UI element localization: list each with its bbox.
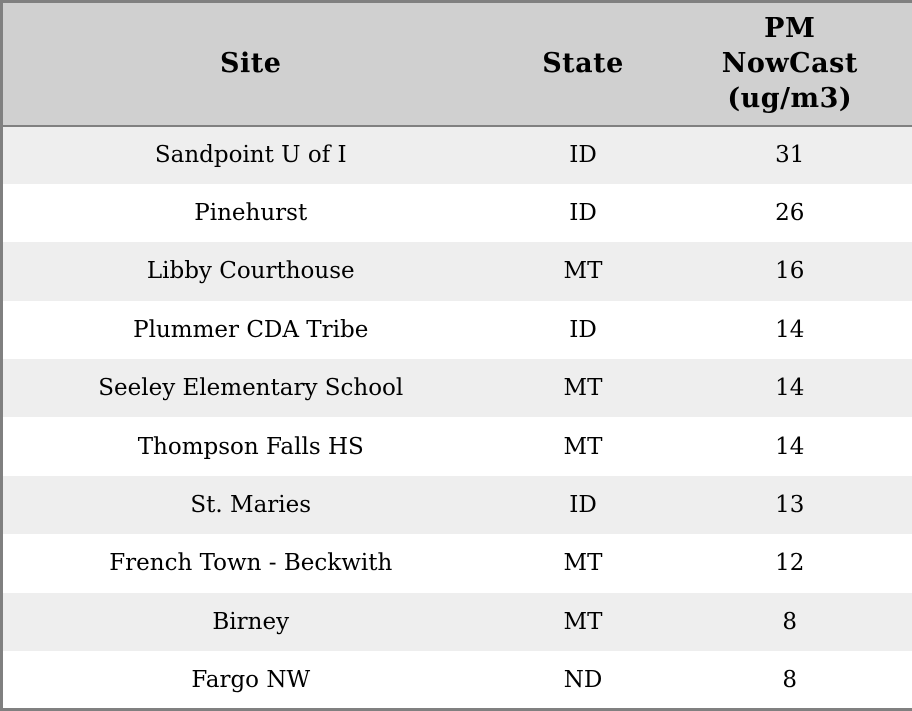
cell-pm: 8	[782, 666, 798, 693]
cell-state: ID	[569, 492, 597, 519]
cell-site: Pinehurst	[194, 200, 308, 227]
cell-pm: 13	[775, 492, 805, 519]
column-header-pm-nowcast	[668, 2, 912, 126]
cell-state: MT	[563, 258, 603, 285]
table-row	[2, 534, 912, 592]
header-row	[2, 2, 912, 126]
table-body	[2, 126, 912, 710]
column-header-state: State	[499, 2, 668, 126]
cell-pm: 14	[775, 375, 805, 402]
cell-site: Libby Courthouse	[146, 258, 355, 285]
table-row	[2, 476, 912, 534]
cell-site: Seeley Elementary School	[98, 375, 404, 402]
table-row	[2, 359, 912, 417]
cell-state: ID	[569, 142, 597, 169]
table-row	[2, 301, 912, 359]
cell-state: MT	[563, 375, 603, 402]
cell-site: Thompson Falls HS	[137, 433, 364, 460]
cell-pm: 31	[775, 142, 805, 169]
cell-site: French Town - Beckwith	[109, 550, 393, 577]
column-header-site: Site	[2, 2, 499, 126]
table-row	[2, 417, 912, 475]
table-row	[2, 593, 912, 651]
cell-pm: 16	[775, 258, 805, 285]
cell-state: MT	[563, 433, 603, 460]
cell-site: St. Maries	[190, 492, 312, 519]
cell-state: ID	[569, 316, 597, 343]
cell-state: MT	[563, 550, 603, 577]
cell-site: Birney	[212, 608, 290, 635]
cell-site: Plummer CDA Tribe	[133, 316, 369, 343]
table-row	[2, 184, 912, 242]
cell-pm: 26	[775, 200, 805, 227]
cell-pm: 14	[775, 433, 805, 460]
column-header-pm-nowcast-label: PM NowCast (ug/m3)	[721, 13, 858, 115]
table-row	[2, 242, 912, 300]
table-header	[2, 2, 912, 126]
cell-site: Fargo NW	[191, 666, 311, 693]
cell-site: Sandpoint U of I	[154, 142, 347, 169]
cell-state: MT	[563, 608, 603, 635]
cell-pm: 14	[775, 316, 805, 343]
cell-pm: 12	[775, 550, 805, 577]
table-row	[2, 651, 912, 709]
cell-state: ND	[563, 666, 603, 693]
cell-state: ID	[569, 200, 597, 227]
cell-pm: 8	[782, 608, 798, 635]
table-row	[2, 126, 912, 184]
